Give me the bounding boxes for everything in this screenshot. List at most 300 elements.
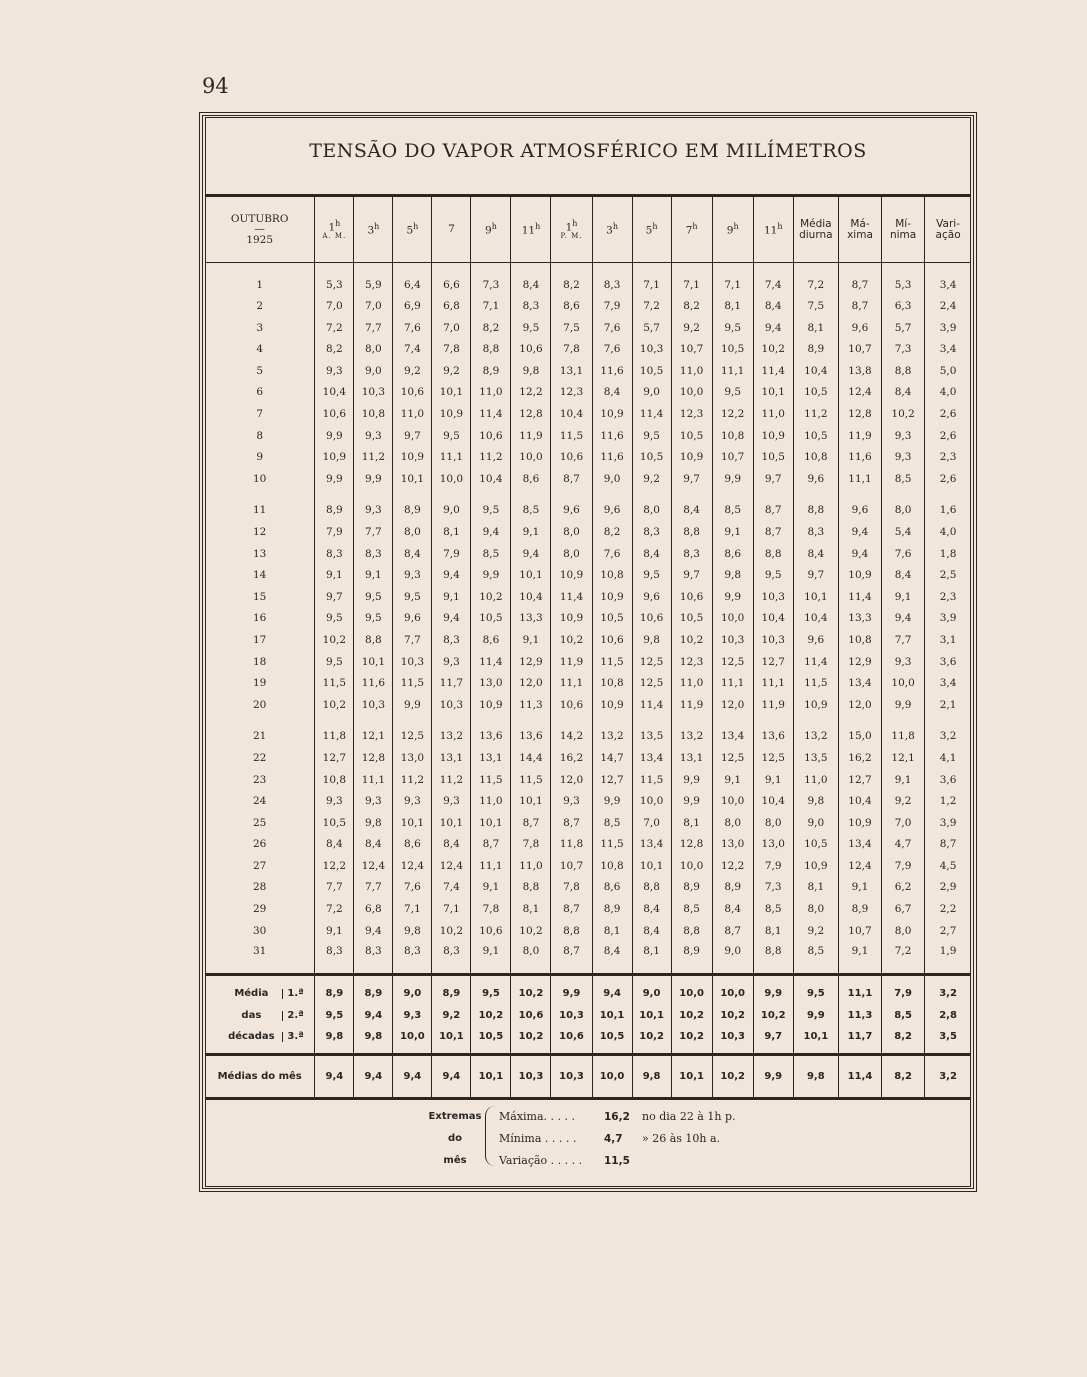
table-cell: 11,3 [511, 694, 551, 716]
table-cell: 13,6 [511, 726, 551, 748]
table-cell: 10,2 [753, 339, 793, 361]
table-cell: 2,2 [925, 899, 971, 921]
table-cell: 11,9 [551, 651, 592, 673]
table-cell: 9,7 [671, 565, 712, 587]
hour-value: 7 [448, 223, 455, 236]
day-number: 19 [252, 677, 267, 690]
table-cell: 7,6 [882, 543, 925, 565]
table-cell: 9,3 [393, 791, 432, 813]
month-means-cell: 10,1 [671, 1055, 712, 1099]
table-cell: 10,0 [432, 468, 471, 490]
table-cell: 7,1 [432, 899, 471, 921]
table-cell: 11,9 [753, 694, 793, 716]
table-cell: 7,9 [315, 521, 354, 543]
decade-cell: 10,6 [551, 1027, 592, 1055]
gap-cell [712, 490, 753, 500]
table-cell: 8,4 [882, 382, 925, 404]
table-cell: 7,3 [471, 263, 511, 296]
table-cell: 8,7 [511, 812, 551, 834]
table-cell: 2,6 [925, 425, 971, 447]
table-cell: 9,6 [551, 500, 592, 522]
table-cell: 9,4 [882, 608, 925, 630]
table-cell: 9,0 [432, 500, 471, 522]
table-cell: 9,3 [432, 651, 471, 673]
gap-cell [511, 716, 551, 726]
decade-cell: 9,7 [753, 1027, 793, 1055]
table-cell: 12,2 [511, 382, 551, 404]
table-cell: 8,4 [315, 834, 354, 856]
table-cell: 1,9 [925, 942, 971, 975]
table-cell: 10,1 [511, 791, 551, 813]
table-cell: 11,2 [471, 447, 511, 469]
table-cell: 13,0 [753, 834, 793, 856]
table-cell: 5,4 [882, 521, 925, 543]
table-cell: 8,6 [592, 877, 632, 899]
table-cell: 8,7 [551, 899, 592, 921]
table-row [205, 726, 971, 748]
day-number: 11 [252, 504, 267, 517]
table-cell: 9,5 [393, 586, 432, 608]
table-cell: 2,7 [925, 920, 971, 942]
table-cell: 13,5 [793, 747, 838, 769]
table-cell: 5,0 [925, 360, 971, 382]
table-cell: 7,8 [511, 834, 551, 856]
table-cell: 12,7 [315, 747, 354, 769]
table-cell: 9,5 [432, 425, 471, 447]
hour-sup: h [491, 222, 497, 231]
month-header [205, 196, 315, 263]
table-cell: 10,4 [511, 586, 551, 608]
table-cell: 13,2 [432, 726, 471, 748]
table-cell: 11,0 [511, 855, 551, 877]
table-cell: 9,9 [471, 565, 511, 587]
table-cell: 8,5 [712, 500, 753, 522]
table-row [205, 521, 971, 543]
day-number: 21 [252, 730, 267, 743]
gap-cell [354, 490, 393, 500]
hour-sup: h [612, 222, 618, 231]
table-cell: 9,7 [393, 425, 432, 447]
table-cell: 9,6 [632, 586, 671, 608]
table-cell: 9,7 [793, 565, 838, 587]
table-cell: 9,3 [882, 425, 925, 447]
table-cell: 11,4 [793, 651, 838, 673]
table-cell: 7,1 [671, 263, 712, 296]
table-cell: 12,8 [838, 403, 881, 425]
month-header-line: OUTUBRO [230, 212, 289, 225]
hour-value: 3 [606, 224, 613, 237]
gap-cell [205, 716, 315, 726]
table-cell: 8,7 [551, 468, 592, 490]
table-cell: 10,1 [432, 382, 471, 404]
table-cell: 8,1 [432, 521, 471, 543]
table-cell: 12,4 [393, 855, 432, 877]
table-cell: 9,3 [393, 565, 432, 587]
extreme-detail: no dia 22 à 1h p. [642, 1110, 736, 1123]
table-row [205, 942, 971, 975]
table-cell: 12,0 [551, 769, 592, 791]
gap-cell [753, 490, 793, 500]
table-cell: 7,2 [632, 296, 671, 318]
table-cell: 3,9 [925, 608, 971, 630]
table-cell: 7,3 [753, 877, 793, 899]
table-row [205, 834, 971, 856]
table-cell: 9,5 [354, 586, 393, 608]
table-row [205, 920, 971, 942]
month-means-cell: 10,1 [471, 1055, 511, 1099]
vapor-table [205, 194, 971, 1100]
month-means-cell: 10,2 [712, 1055, 753, 1099]
table-cell: 13,2 [592, 726, 632, 748]
decade-row [205, 975, 971, 1005]
table-cell: 8,4 [354, 834, 393, 856]
table-cell: 9,7 [753, 468, 793, 490]
table-cell: 9,6 [838, 317, 881, 339]
table-cell: 10,8 [592, 855, 632, 877]
table-cell: 7,6 [592, 317, 632, 339]
table-cell: 8,7 [471, 834, 511, 856]
decade-cell: 10,2 [753, 1005, 793, 1027]
table-cell: 8,5 [471, 543, 511, 565]
table-cell: 10,6 [671, 586, 712, 608]
table-cell: 10,2 [315, 629, 354, 651]
table-cell: 7,4 [393, 339, 432, 361]
table-row [205, 629, 971, 651]
table-cell: 7,7 [354, 317, 393, 339]
table-cell: 11,9 [511, 425, 551, 447]
day-number: 5 [256, 364, 264, 377]
table-cell: 13,0 [393, 747, 432, 769]
table-cell: 11,1 [354, 769, 393, 791]
table-cell: 13,0 [712, 834, 753, 856]
table-cell: 2,6 [925, 468, 971, 490]
table-cell: 11,2 [432, 769, 471, 791]
table-cell: 10,1 [753, 382, 793, 404]
table-cell: 10,5 [671, 608, 712, 630]
table-cell: 12,2 [712, 855, 753, 877]
table-cell: 12,8 [354, 747, 393, 769]
table-cell: 12,4 [432, 855, 471, 877]
table-cell: 7,0 [354, 296, 393, 318]
table-cell: 7,7 [354, 521, 393, 543]
table-cell: 9,5 [315, 608, 354, 630]
gap-cell [632, 716, 671, 726]
gap-cell [551, 716, 592, 726]
table-cell: 8,9 [671, 942, 712, 975]
table-cell: 6,8 [432, 296, 471, 318]
table-cell: 8,5 [753, 899, 793, 921]
table-cell: 10,6 [393, 382, 432, 404]
table-cell: 8,4 [632, 920, 671, 942]
hour-value: 9 [726, 224, 734, 237]
hour-period: P. M. [560, 231, 583, 240]
extreme-label: Variação . . . . . [499, 1154, 583, 1167]
table-cell: 10,8 [315, 769, 354, 791]
gap-cell [793, 490, 838, 500]
extremes-label-line: do [447, 1133, 463, 1144]
table-cell: 13,1 [471, 747, 511, 769]
gap-cell [925, 716, 971, 726]
table-cell: 8,4 [592, 942, 632, 975]
table-cell: 12,0 [712, 694, 753, 716]
table-cell: 12,5 [712, 747, 753, 769]
table-cell: 9,1 [315, 565, 354, 587]
decade-cell: 3,2 [925, 975, 971, 1005]
table-cell: 7,7 [315, 877, 354, 899]
table-cell: 10,4 [315, 382, 354, 404]
variacao-header [925, 196, 971, 263]
table-cell: 11,8 [882, 726, 925, 748]
decade-cell: 2,8 [925, 1005, 971, 1027]
table-cell: 9,0 [354, 360, 393, 382]
day-number: 27 [252, 859, 267, 872]
table-cell: 8,3 [432, 629, 471, 651]
table-cell: 11,6 [838, 447, 881, 469]
table-cell: 2,3 [925, 447, 971, 469]
table-cell: 11,1 [712, 360, 753, 382]
extreme-value: 11,5 [604, 1155, 630, 1167]
day-number: 20 [252, 698, 267, 711]
table-cell: 10,7 [712, 447, 753, 469]
table-cell: 13,0 [471, 673, 511, 695]
table-cell: 8,1 [793, 877, 838, 899]
month-means-cell: 9,4 [315, 1055, 354, 1099]
table-cell: 9,9 [712, 586, 753, 608]
table-cell: 7,8 [551, 877, 592, 899]
table-cell: 9,1 [354, 565, 393, 587]
table-cell: 10,1 [393, 468, 432, 490]
decade-mark: 1.ª [282, 989, 306, 999]
maxima-header [838, 196, 881, 263]
gap-cell [712, 716, 753, 726]
table-cell: 9,6 [838, 500, 881, 522]
day-number: 28 [252, 881, 267, 894]
header-line: diurna [799, 228, 833, 241]
table-cell: 8,0 [882, 920, 925, 942]
table-cell: 9,4 [511, 543, 551, 565]
header-line: xima [847, 228, 873, 241]
decade-cell: 9,4 [354, 1005, 393, 1027]
month-means-cell: 9,4 [354, 1055, 393, 1099]
hour-value: 1 [565, 221, 573, 233]
table-cell: 11,4 [632, 403, 671, 425]
table-cell: 11,9 [671, 694, 712, 716]
table-cell: 10,8 [592, 565, 632, 587]
table-cell: 13,6 [471, 726, 511, 748]
table-cell: 8,7 [753, 500, 793, 522]
hour-sup: h [777, 222, 783, 231]
decade-label-wrap [205, 989, 314, 999]
table-cell: 10,5 [753, 447, 793, 469]
brace [485, 1106, 497, 1166]
table-row [205, 565, 971, 587]
table-cell: 7,2 [793, 263, 838, 296]
table-cell: 9,3 [315, 360, 354, 382]
table-cell: 2,5 [925, 565, 971, 587]
decade-cell: 10,6 [511, 1005, 551, 1027]
table-cell: 12,7 [838, 769, 881, 791]
table-cell: 15,0 [838, 726, 881, 748]
day-number: 7 [256, 408, 264, 421]
hour-header [315, 196, 354, 263]
decade-cell: 9,9 [551, 975, 592, 1005]
month-means-cell: 10,3 [551, 1055, 592, 1099]
table-row [205, 263, 971, 296]
table-cell: 8,3 [432, 942, 471, 975]
table-cell: 8,3 [315, 543, 354, 565]
table-row [205, 651, 971, 673]
table-cell: 9,2 [671, 317, 712, 339]
table-cell: 9,9 [882, 694, 925, 716]
table-cell: 12,7 [753, 651, 793, 673]
table-cell: 9,5 [753, 565, 793, 587]
table-cell: 10,9 [592, 586, 632, 608]
gap-cell [432, 716, 471, 726]
table-cell: 12,8 [671, 834, 712, 856]
table-cell: 13,4 [838, 673, 881, 695]
table-cell: 10,6 [315, 403, 354, 425]
gap-cell [925, 490, 971, 500]
table-cell: 9,6 [592, 500, 632, 522]
month-means-cell: 9,8 [632, 1055, 671, 1099]
hour-sup: h [572, 218, 578, 228]
table-cell: 9,3 [882, 651, 925, 673]
table-cell: 8,8 [753, 543, 793, 565]
table-cell: 11,5 [511, 769, 551, 791]
table-row [205, 339, 971, 361]
decade-cell: 10,2 [671, 1005, 712, 1027]
table-cell: 3,4 [925, 339, 971, 361]
table-cell: 8,8 [882, 360, 925, 382]
table-cell: 12,3 [551, 382, 592, 404]
table-cell: 10,6 [511, 339, 551, 361]
decade-gap [205, 490, 971, 500]
table-cell: 10,7 [671, 339, 712, 361]
table-cell: 9,8 [712, 565, 753, 587]
table-cell: 11,4 [632, 694, 671, 716]
table-cell: 13,8 [838, 360, 881, 382]
table-cell: 8,3 [511, 296, 551, 318]
hour-sup: h [692, 222, 698, 231]
table-cell: 7,6 [592, 339, 632, 361]
decade-label-wrap [205, 1011, 314, 1021]
day-number: 2 [256, 300, 264, 313]
hour-value: 9 [485, 224, 492, 237]
day-number: 4 [256, 343, 264, 356]
table-cell: 2,9 [925, 877, 971, 899]
table-cell: 7,3 [882, 339, 925, 361]
gap-cell [471, 490, 511, 500]
table-cell: 10,5 [471, 608, 511, 630]
day-number: 29 [252, 903, 267, 916]
table-cell: 10,0 [671, 855, 712, 877]
table-cell: 12,4 [354, 855, 393, 877]
table-cell: 7,9 [753, 855, 793, 877]
table-cell: 8,0 [551, 521, 592, 543]
table-cell: 8,4 [432, 834, 471, 856]
table-cell: 10,8 [354, 403, 393, 425]
table-cell: 10,9 [753, 425, 793, 447]
table-cell: 11,5 [793, 673, 838, 695]
minima-header [882, 196, 925, 263]
table-cell: 7,8 [471, 899, 511, 921]
table-row [205, 296, 971, 318]
table-cell: 9,4 [432, 608, 471, 630]
table-cell: 1,8 [925, 543, 971, 565]
day-number: 1 [256, 279, 264, 291]
table-cell: 8,6 [471, 629, 511, 651]
table-cell: 8,4 [671, 500, 712, 522]
table-cell: 11,4 [753, 360, 793, 382]
table-cell: 13,4 [712, 726, 753, 748]
table-cell: 9,2 [393, 360, 432, 382]
month-means-cell: 11,4 [838, 1055, 881, 1099]
decade-cell: 10,2 [511, 975, 551, 1005]
table-cell: 6,4 [393, 263, 432, 296]
table-cell: 2,1 [925, 694, 971, 716]
table-cell: 8,9 [471, 360, 511, 382]
table-cell: 11,1 [712, 673, 753, 695]
table-cell: 9,0 [632, 382, 671, 404]
table-cell: 11,5 [393, 673, 432, 695]
table-cell: 3,6 [925, 769, 971, 791]
table-cell: 10,5 [793, 425, 838, 447]
table-cell: 11,1 [471, 855, 511, 877]
table-cell: 10,4 [793, 360, 838, 382]
decade-cell: 10,2 [471, 1005, 511, 1027]
table-cell: 10,5 [712, 339, 753, 361]
table-cell: 4,5 [925, 855, 971, 877]
table-cell: 10,9 [671, 447, 712, 469]
table-cell: 13,4 [632, 747, 671, 769]
table-cell: 8,2 [551, 263, 592, 296]
gap-cell [671, 490, 712, 500]
table-cell: 10,7 [838, 339, 881, 361]
table-cell: 11,0 [671, 360, 712, 382]
table-cell: 10,4 [753, 791, 793, 813]
table-cell: 11,8 [551, 834, 592, 856]
table-cell: 10,3 [712, 629, 753, 651]
decade-cell: 9,4 [592, 975, 632, 1005]
table-cell: 10,0 [632, 791, 671, 813]
table-cell: 1,6 [925, 500, 971, 522]
table-cell: 8,2 [471, 317, 511, 339]
decade-label-wrap [205, 1032, 314, 1042]
table-cell: 9,9 [354, 468, 393, 490]
table-row [205, 586, 971, 608]
table-cell: 9,9 [712, 468, 753, 490]
hour-header [432, 196, 471, 263]
table-cell: 8,7 [838, 296, 881, 318]
table-cell: 10,8 [793, 447, 838, 469]
table-cell: 13,6 [753, 726, 793, 748]
gap-cell [393, 716, 432, 726]
table-cell: 10,3 [753, 586, 793, 608]
hour-value: 11 [521, 224, 536, 237]
decade-cell: 8,9 [354, 975, 393, 1005]
decade-cell: 9,5 [471, 975, 511, 1005]
day-number: 26 [252, 838, 267, 851]
table-cell: 10,1 [632, 855, 671, 877]
table-cell: 9,2 [793, 920, 838, 942]
table-cell: 16,2 [838, 747, 881, 769]
decade-cell: 10,2 [712, 1005, 753, 1027]
table-cell: 10,0 [511, 447, 551, 469]
decade-label [205, 1027, 315, 1055]
table-cell: 9,0 [793, 812, 838, 834]
hour-header [592, 196, 632, 263]
table-cell: 8,5 [671, 899, 712, 921]
